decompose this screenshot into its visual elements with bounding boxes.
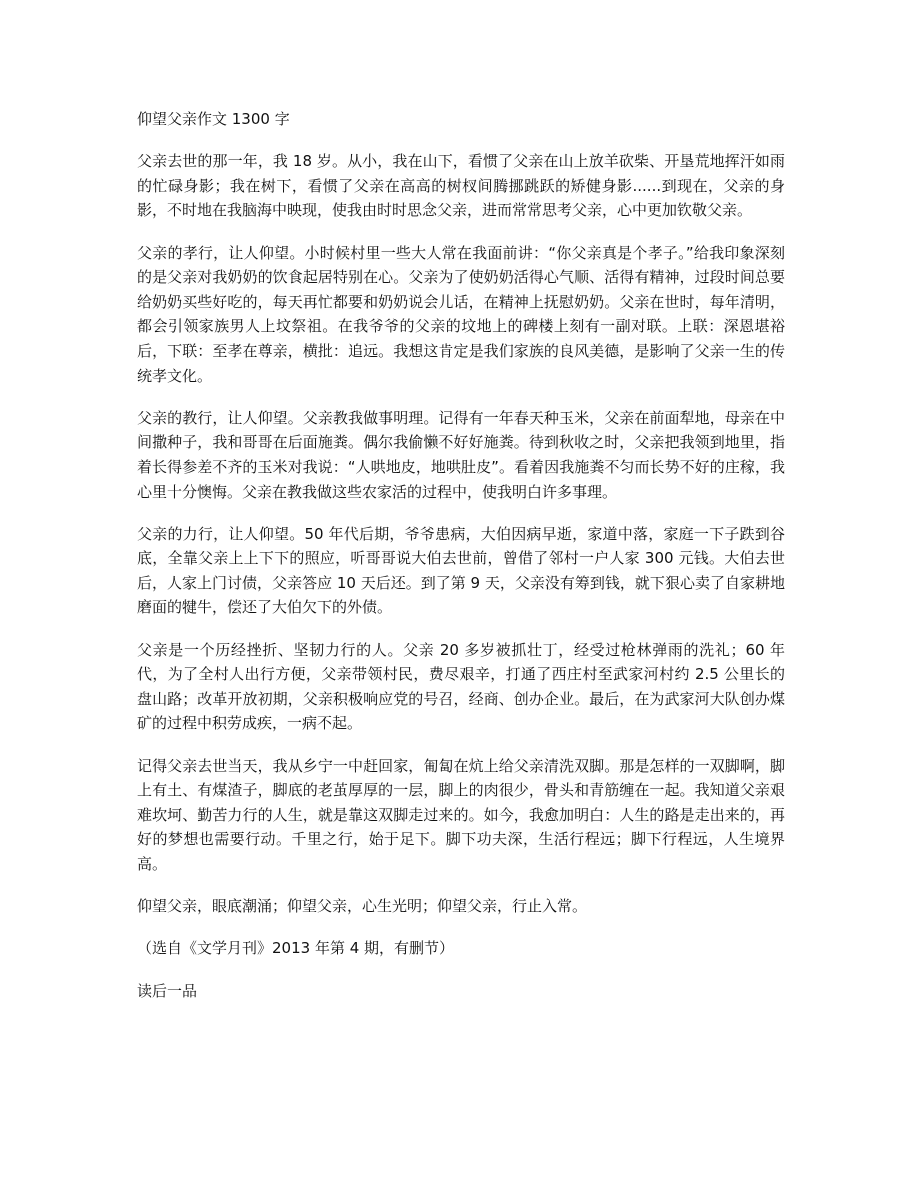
paragraph: 父亲的孝行，让人仰望。小时候村里一些大人常在我面前讲：“你父亲真是个孝子。”给我印象深刻的是父亲对我奶奶的饮食起居特别在心。父亲为了使奶奶活得心气顺、活得有精神，过段时间总要给奶奶买些好吃的，每天再忙都要和奶奶说会儿话，在精神上抚慰奶奶。父亲在世时，每年清明，都会引领家族男人上坟祭祖。在我爷爷的父亲的坟地上的碑楼上刻有一副对联。上联：深恩堪裕后，下联：至孝在尊亲，横批：追远。我想这肯定是我们家族的良风美德，是影响了父亲一生的传统孝文化。	[137, 243, 785, 385]
paragraph: 父亲是一个历经挫折、坚韧力行的人。父亲 20 多岁被抓壮丁，经受过枪林弹雨的洗礼；60 年代，为了全村人出行方便，父亲带领村民，费尽艰辛，打通了西庄村至武家河村约 2.5 公里长的盘山路；改革开放初期，父亲积极响应党的号召，经商、创办企业。最后，在为武家河大队创办煤矿的过程中积劳成疾，一病不起。	[137, 640, 785, 733]
paragraph: 父亲去世的那一年，我 18 岁。从小，我在山下，看惯了父亲在山上放羊砍柴、开垦荒地挥汗如雨的忙碌身影；我在树下，看惯了父亲在高高的树杈间腾挪跳跃的矫健身影......到现在，父亲的身影，不时地在我脑海中映现，使我由时时思念父亲，进而常常思考父亲，心中更加钦敬父亲。	[137, 152, 785, 220]
article-title: 仰望父亲作文 1300 字	[137, 110, 290, 128]
paragraph: 记得父亲去世当天，我从乡宁一中赶回家，匍匐在炕上给父亲清洗双脚。那是怎样的一双脚啊，脚上有土、有煤渣子，脚底的老茧厚厚的一层，脚上的肉很少，骨头和青筋缠在一起。我知道父亲艰难坎坷、勤苦力行的人生，就是靠这双脚走过来的。如今，我愈加明白：人生的路是走出来的，再好的梦想也需要行动。千里之行，始于足下。脚下功夫深，生活行程远；脚下行程远，人生境界高。	[137, 756, 785, 873]
paragraph: 仰望父亲，眼底潮涌；仰望父亲，心生光明；仰望父亲，行止入常。	[137, 897, 588, 916]
section-heading: 读后一品	[137, 981, 198, 1000]
paragraph: 父亲的教行，让人仰望。父亲教我做事明理。记得有一年春天种玉米，父亲在前面犁地，母亲在中间撒种子，我和哥哥在后面施粪。偶尔我偷懒不好好施粪。待到秋收之时，父亲把我领到地里，指着长得参差不齐的玉米对我说：“人哄地皮，地哄肚皮”。看着因我施粪不匀而长势不好的庄稼，我心里十分懊悔。父亲在教我做这些农家活的过程中，使我明白许多事理。	[137, 408, 785, 501]
document-body	[137, 107, 785, 1021]
source-citation: （选自《文学月刊》2013 年第 4 期，有删节）	[137, 939, 455, 958]
paragraph: 父亲的力行，让人仰望。50 年代后期，爷爷患病，大伯因病早逝，家道中落，家庭一下子跌到谷底，全靠父亲上上下下的照应，听哥哥说大伯去世前，曾借了邻村一户人家 300 元钱。大伯去世后，人家上门讨债，父亲答应 10 天后还。到了第 9 天，父亲没有筹到钱，就下狠心卖了自家耕地磨面的犍牛，偿还了大伯欠下的外债。	[137, 524, 785, 617]
